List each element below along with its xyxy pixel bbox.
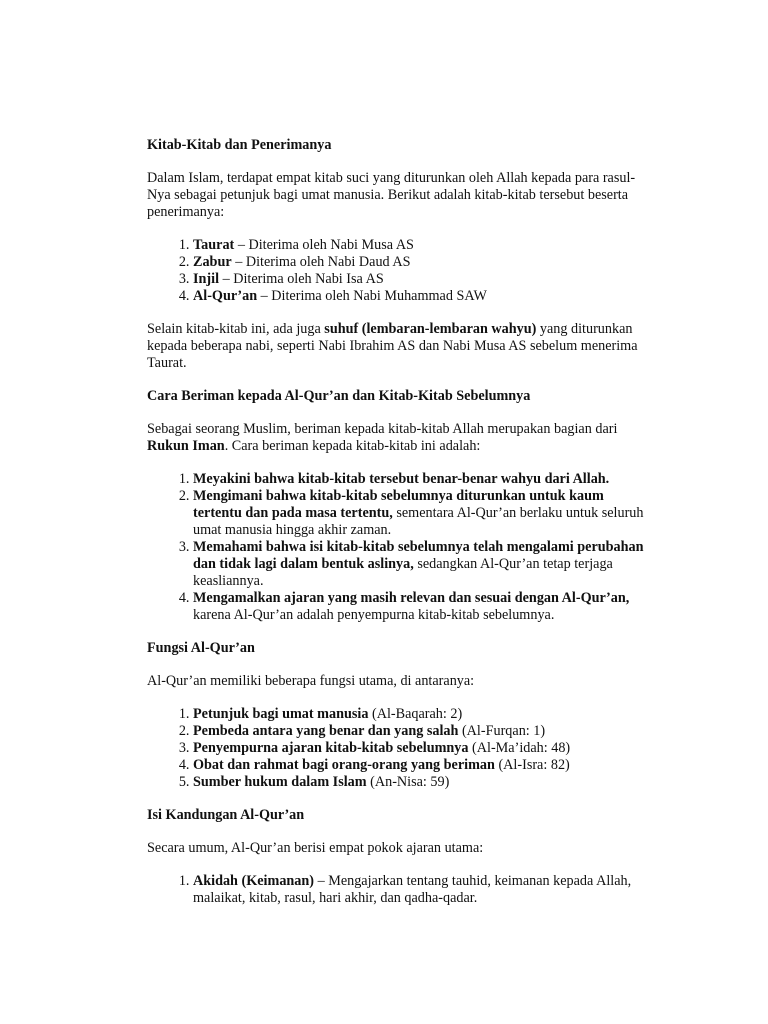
numbered-list bbox=[147, 873, 647, 907]
item-term: Petunjuk bagi umat manusia bbox=[193, 706, 369, 722]
list-item bbox=[193, 254, 647, 271]
item-term: Meyakini bahwa kitab-kitab tersebut benar-benar wahyu dari Allah. bbox=[193, 471, 610, 487]
section-heading: Cara Beriman kepada Al-Qur’an dan Kitab-Kitab Sebelumnya bbox=[147, 388, 531, 404]
paragraph-text: Selain kitab-kitab ini, ada juga bbox=[147, 321, 325, 337]
item-text: sementara Al-Qur’an berlaku untuk seluruh umat manusia hingga akhir zaman. bbox=[193, 505, 644, 538]
paragraph bbox=[147, 321, 647, 372]
list-item bbox=[193, 488, 647, 539]
item-term: Taurat bbox=[193, 237, 235, 253]
item-text: – Diterima oleh Nabi Muhammad SAW bbox=[257, 288, 487, 304]
paragraph bbox=[147, 421, 647, 455]
item-text: (Al-Ma’idah: 48) bbox=[468, 740, 571, 756]
list-item bbox=[193, 590, 647, 624]
section-heading: Isi Kandungan Al-Qur’an bbox=[147, 807, 305, 823]
list-item bbox=[193, 723, 647, 740]
item-term: Al-Qur’an bbox=[193, 288, 258, 304]
item-term: Pembeda antara yang benar dan yang salah bbox=[193, 723, 459, 739]
paragraph: Dalam Islam, terdapat empat kitab suci yang diturunkan oleh Allah kepada para rasul-Nya sebagai petunjuk bagi umat manusia. Berikut adalah kitab-kitab tersebut beserta penerimanya: bbox=[147, 170, 636, 220]
item-term: Mengamalkan ajaran yang masih relevan dan sesuai dengan Al-Qur’an, bbox=[193, 590, 630, 606]
section-heading: Fungsi Al-Qur’an bbox=[147, 640, 255, 656]
list-item bbox=[193, 740, 647, 757]
paragraph-emphasis: suhuf (lembaran-lembaran wahyu) bbox=[324, 321, 537, 337]
item-term: Mengimani bahwa kitab-kitab sebelumnya diturunkan untuk kaum tertentu dan pada masa tertentu, bbox=[193, 488, 604, 521]
item-text: – Mengajarkan tentang tauhid, keimanan kepada Allah, malaikat, kitab, rasul, hari akhir, dan qadha-qadar. bbox=[193, 873, 632, 906]
item-text: – Diterima oleh Nabi Daud AS bbox=[231, 254, 411, 270]
item-term: Zabur bbox=[193, 254, 232, 270]
list-item bbox=[193, 539, 647, 590]
item-term: Penyempurna ajaran kitab-kitab sebelumnya bbox=[193, 740, 469, 756]
paragraph-text: Sebagai seorang Muslim, beriman kepada kitab-kitab Allah merupakan bagian dari bbox=[147, 421, 618, 437]
paragraph-text: . Cara beriman kepada kitab-kitab ini adalah: bbox=[224, 438, 481, 454]
item-text: – Diterima oleh Nabi Isa AS bbox=[219, 271, 384, 287]
paragraph-text: yang diturunkan kepada beberapa nabi, seperti Nabi Ibrahim AS dan Nabi Musa AS sebelum menerima Taurat. bbox=[147, 321, 638, 371]
paragraph: Secara umum, Al-Qur’an berisi empat pokok ajaran utama: bbox=[147, 840, 484, 856]
item-term: Akidah (Keimanan) bbox=[193, 873, 315, 889]
document-page bbox=[147, 137, 647, 923]
item-text: (Al-Baqarah: 2) bbox=[368, 706, 463, 722]
list-item bbox=[193, 706, 647, 723]
numbered-list bbox=[147, 471, 647, 624]
list-item bbox=[193, 774, 647, 791]
list-item bbox=[193, 237, 647, 254]
item-text: – Diterima oleh Nabi Musa AS bbox=[234, 237, 414, 253]
item-term: Obat dan rahmat bagi orang-orang yang beriman bbox=[193, 757, 495, 773]
list-item bbox=[193, 873, 647, 907]
item-text: (An-Nisa: 59) bbox=[366, 774, 450, 790]
item-text: (Al-Isra: 82) bbox=[494, 757, 570, 773]
numbered-list bbox=[147, 706, 647, 791]
item-text: karena Al-Qur’an adalah penyempurna kitab-kitab sebelumnya. bbox=[193, 607, 555, 623]
item-term: Memahami bahwa isi kitab-kitab sebelumnya telah mengalami perubahan dan tidak lagi dalam bentuk aslinya, bbox=[193, 539, 644, 572]
paragraph-emphasis: Rukun Iman bbox=[147, 438, 225, 454]
numbered-list bbox=[147, 237, 647, 305]
list-item bbox=[193, 288, 647, 305]
item-term: Sumber hukum dalam Islam bbox=[193, 774, 367, 790]
item-term: Injil bbox=[193, 271, 220, 287]
list-item bbox=[193, 757, 647, 774]
list-item bbox=[193, 471, 647, 488]
item-text: sedangkan Al-Qur’an tetap terjaga keasliannya. bbox=[193, 556, 613, 589]
section-heading: Kitab-Kitab dan Penerimanya bbox=[147, 137, 332, 153]
list-item bbox=[193, 271, 647, 288]
item-text: (Al-Furqan: 1) bbox=[458, 723, 546, 739]
paragraph: Al-Qur’an memiliki beberapa fungsi utama, di antaranya: bbox=[147, 673, 475, 689]
